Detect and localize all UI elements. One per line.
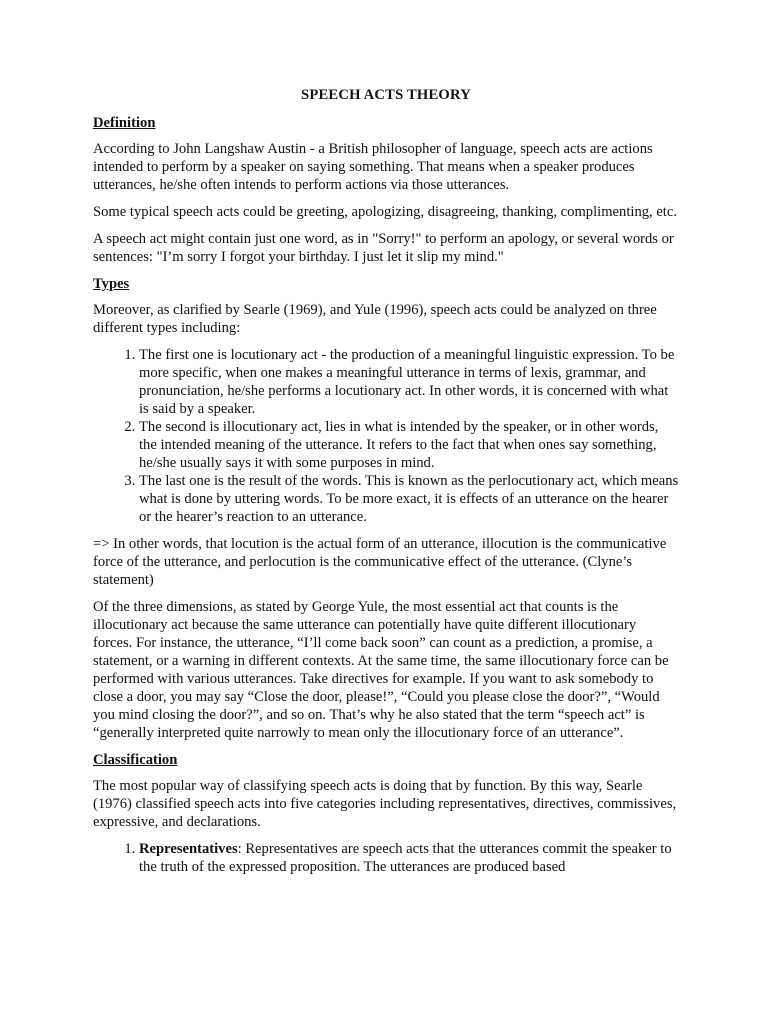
document-page: [93, 86, 679, 885]
list-item-representatives: [139, 840, 679, 876]
definition-paragraph-1: According to John Langshaw Austin - a British philosopher of language, speech acts are actions intended to perform by a speaker on saying something. That means when a speaker produces utterances, he/she often intends to perform actions via those utterances.: [93, 141, 653, 193]
heading-classification: Classification: [93, 752, 178, 768]
types-summary: => In other words, that locution is the actual form of an utterance, illocution is the communicative force of the utterance, and perlocution is the communicative effect of the utterance. (Clyne’s statement): [93, 536, 667, 588]
types-paragraph: Of the three dimensions, as stated by George Yule, the most essential act that counts is the illocutionary act because the same utterance can potentially have quite different illocutionary forces. For instance, the utterance, “I’ll come back soon” can count as a prediction, a promise, a statement, or a warning in different contexts. At the same time, the same illocutionary force can be performed with various utterances. Take directives for example. If you want to ask somebody to close a door, you may say “Close the door, please!”, “Could you please close the door?”, “Would you mind closing the door?”, and so on. That’s why he also stated that the term “speech act” is “generally interpreted quite narrowly to mean only the illocutionary force of an utterance”.: [93, 599, 669, 741]
classification-list: [93, 840, 679, 876]
document-title: SPEECH ACTS THEORY: [301, 87, 471, 103]
classification-intro: The most popular way of classifying speech acts is doing that by function. By this way, Searle (1976) classified speech acts into five categories including representatives, directives, commissives, expressive, and declarations.: [93, 778, 677, 830]
list-item-perlocutionary: 3. The last one is the result of the words. This is known as the perlocutionary act, which means what is done by uttering words. To be more exact, it is effects of an utterance on the hearer or the hearer’s reaction to an utterance.: [139, 472, 679, 526]
list-item-illocutionary: 2. The second is illocutionary act, lies in what is intended by the speaker, or in other words, the intended meaning of the utterance. It refers to the fact that when ones say something, he/she usually says it with some purposes in mind.: [139, 418, 679, 472]
types-list: [93, 346, 679, 526]
types-intro: Moreover, as clarified by Searle (1969), and Yule (1996), speech acts could be analyzed on three different types including:: [93, 302, 657, 336]
representatives-text: : Representatives are speech acts that the utterances commit the speaker to the truth of the expressed proposition. The utterances are produced based: [139, 841, 672, 875]
definition-paragraph-2: Some typical speech acts could be greeting, apologizing, disagreeing, thanking, complimenting, etc.: [93, 204, 677, 220]
heading-types: Types: [93, 276, 130, 292]
list-item-locutionary: 1. The first one is locutionary act - the production of a meaningful linguistic expression. To be more specific, when one makes a meaningful utterance in terms of lexis, grammar, and pronunciation, he/she performs a locutionary act. In other words, it is concerned with what is said by a speaker.: [139, 346, 679, 418]
definition-paragraph-3: A speech act might contain just one word, as in "Sorry!" to perform an apology, or several words or sentences: "I’m sorry I forgot your birthday. I just let it slip my mind.": [93, 231, 674, 265]
heading-definition: Definition: [93, 115, 156, 131]
term-representatives: Representatives: [139, 841, 238, 857]
